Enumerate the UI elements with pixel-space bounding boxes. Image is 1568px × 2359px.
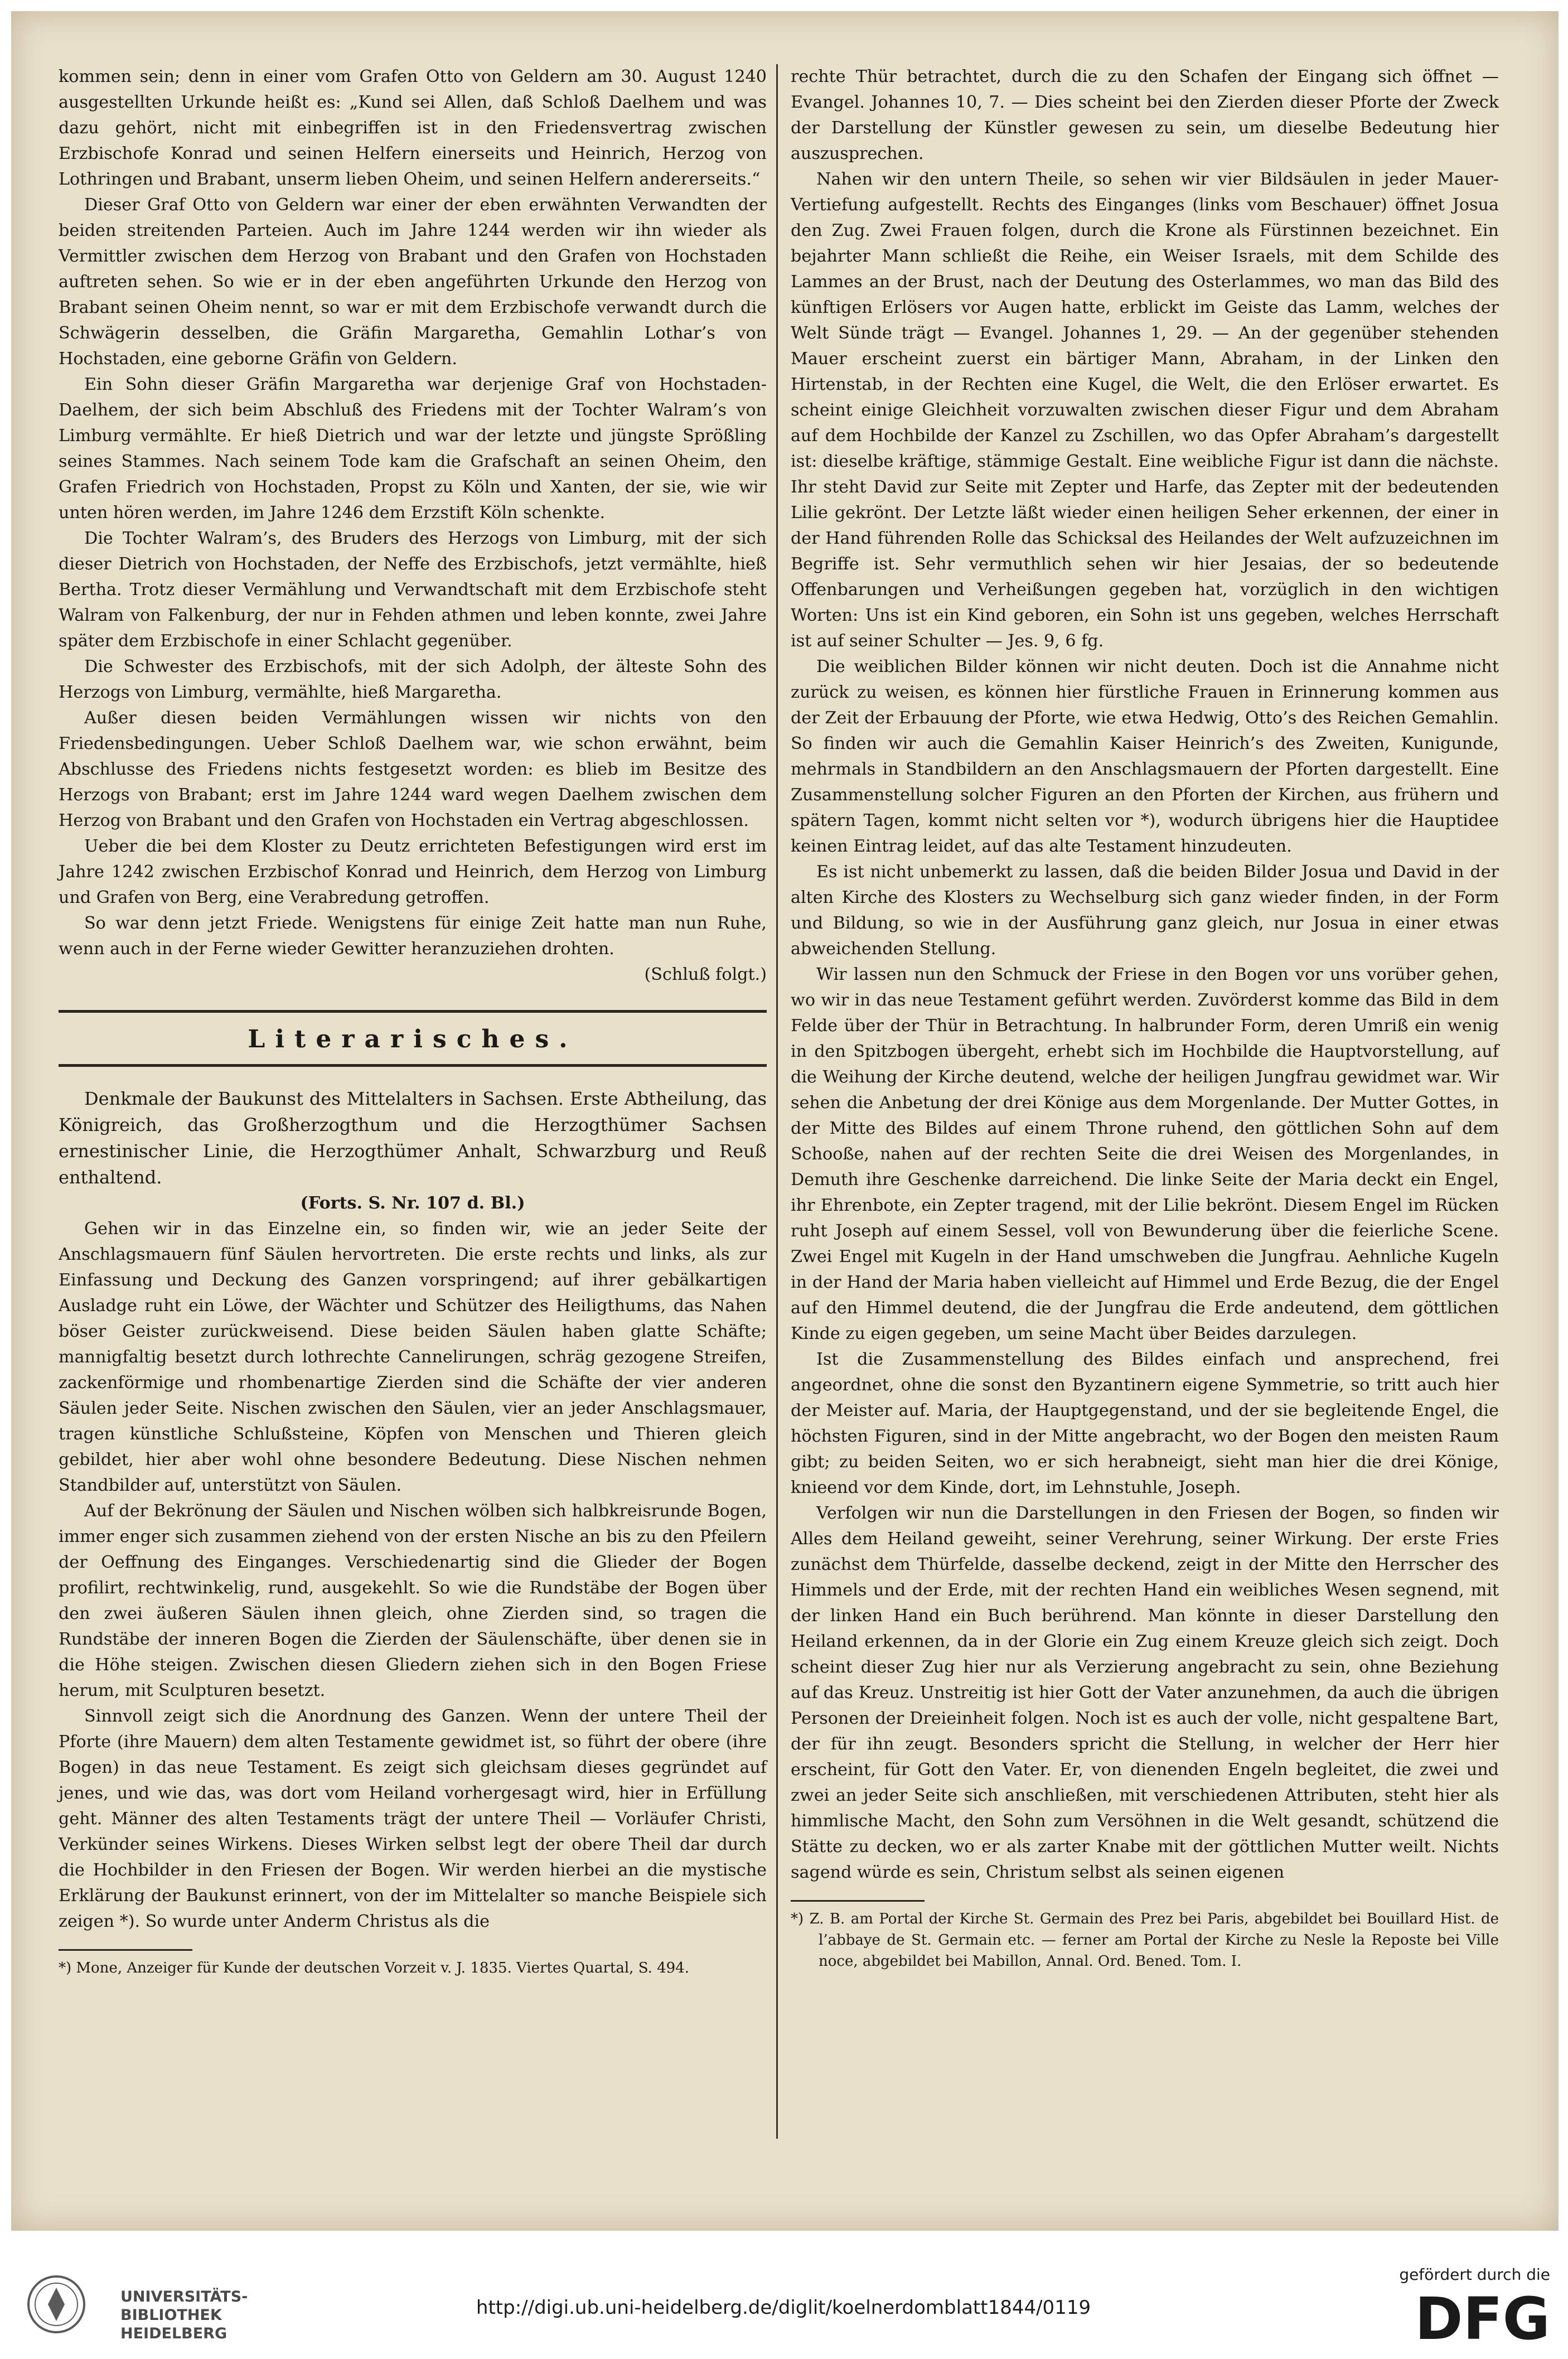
paragraph: Ist die Zusammenstellung des Bildes einfach und ansprechend, frei angeordnet, ohne die sonst den Byzantinern eigene Symmetrie, so tritt auch hier der Meister auf. Maria, der Hauptgegenstand, und der sie begleitende Engel, die höchsten Figuren, sind in der Mitte angebracht, wo der Bogen den meisten Raum gibt; zu beiden Seiten, wo er sich herabneigt, sieht man hier die drei Könige, knieend vor dem Kinde, dort, im Lehnstuhle, Joseph. xyxy=(791,1350,1499,1497)
permalink-url[interactable]: http://digi.ub.uni-heidelberg.de/diglit/koelnerdomblatt1844/0119 xyxy=(476,2297,1091,2319)
paragraph: Wir lassen nun den Schmuck der Friese in den Bogen vor uns vorüber gehen, wo wir in das neue Testament geführt werden. Zuvörderst komme das Bild in dem Felde über der Thür in Betrachtung. In halbrunder Form, deren Umriß ein wenig in den Spitzbogen übergeht, erhebt sich im Hochbilde die Hauptvorstellung, auf die Weihung der Kirche deutend, welche der heiligen Jungfrau gewidmet war. Wir sehen die Anbetung der drei Könige aus dem Morgenlande. Der Mutter Gottes, in der Mitte des Bildes auf einem Throne ruhend, den göttlichen Sohn auf dem Schooße, nahen auf der rechten Seite die drei Weisen des Morgenlandes, in Demuth ihre Geschenke darreichend. Die linke Seite der Maria deckt ein Engel, ihr Ehrenbote, ein Zepter tragend, mit der Lilie bekrönt. Diesem Engel im Rücken ruht Joseph auf einem Sessel, voll von Bewunderung über die feierliche Scene. Zwei Engel mit Kugeln in der Hand umschweben die Jungfrau. Aehnliche Kugeln in der Hand der Maria haben vielleicht auf Himmel und Erde Bezug, die der Engel auf den Himmel deutend, die der Jungfrau die Erde andeutend, dem göttlichen Kinde zu eigen gegeben, um seine Macht über Beides darzulegen. xyxy=(791,965,1499,1343)
paragraph: Ueber die bei dem Kloster zu Deutz errichteten Befestigungen wird erst im Jahre 1242 zwischen Erzbischof Konrad und Heinrich, dem Herzog von Limburg und Grafen von Berg, eine Verabredung getroffen. xyxy=(59,837,767,907)
left-column xyxy=(59,64,767,1979)
footnote-rule xyxy=(791,1900,925,1902)
paragraph: Sinnvoll zeigt sich die Anordnung des Ganzen. Wenn der untere Theil der Pforte (ihre Mauern) dem alten Testamente gewidmet ist, so führt der obere (ihre Bogen) in das neue Testament. Es zeigt sich gleichsam dieses gegründet auf jenes, und wie das, was dort vom Heiland vorhergesagt wird, hier in Erfüllung geht. Männer des alten Testaments trägt der untere Theil — Vorläufer Christi, Verkünder seines Wirkens. Dieses Wirken selbst legt der obere Theil dar durch die Hochbilder in den Friesen der Bogen. Wir werden hierbei an die mystische Erklärung der Baukunst erinnert, von der im Mittelalter so manche Beispiele sich zeigen *). So wurde unter Anderm Christus als die xyxy=(59,1707,767,1931)
logo-line-1: UNIVERSITÄTS- xyxy=(120,2288,248,2305)
book-title: Denkmale der Baukunst des Mittelalters in Sachsen. Erste Abtheilung, das Königreich, das Großherzogthum und die Herzogthümer Sachsen ernestinischer Linie, die Herzogthümer Anhalt, Schwarzburg und Reuß enthaltend. xyxy=(59,1088,767,1188)
footnote-rule xyxy=(59,1949,192,1951)
logo-line-2: BIBLIOTHEK xyxy=(120,2307,222,2324)
paragraph: Nahen wir den untern Theile, so sehen wir vier Bildsäulen in jeder Mauer-Vertiefung aufgestellt. Rechts des Einganges (links vom Beschauer) öffnet Josua den Zug. Zwei Frauen folgen, durch die Krone als Fürstinnen bezeichnet. Ein bejahrter Mann schließt die Reihe, ein Weiser Israels, mit dem Schilde des Lammes an der Brust, nach der Deutung des Osterlammes, wo man das Bild des künftigen Erlösers vor Augen hatte, erblickt im Geiste das Lamm, welches der Welt Sünde trägt — Evangel. Johannes 1, 29. — An der gegenüber stehenden Mauer erscheint zuerst ein bärtiger Mann, Abraham, in der Linken den Hirtenstab, in der Rechten eine Kugel, die Welt, die den Erlöser erwartet. Es scheint einige Gleichheit vorzuwalten zwischen dieser Figur und dem Abraham auf dem Hochbilde der Kanzel zu Zschillen, wo das Opfer Abraham’s dargestellt ist: dieselbe kräftige, stämmige Gestalt. Eine weibliche Figur ist dann die nächste. Ihr steht David zur Seite mit Zepter und Harfe, das Zepter mit der bedeutenden Lilie gekrönt. Der Letzte läßt wieder einen heiligen Seher erkennen, der einer in der Hand führenden Rolle das Schicksal des Heilandes der Welt aufzuzeichnen im Begriffe ist. Sehr vermuthlich sehen wir hier Jesaias, der so bedeutende Offenbarungen und Verheißungen gegeben hat, vorzüglich in den wichtigen Worten: Uns ist ein Kind geboren, ein Sohn ist uns gegeben, welches Herrschaft ist auf seiner Schulter — Jes. 9, 6 fg. xyxy=(791,170,1499,651)
newspaper-page xyxy=(11,11,1559,2231)
dfg-logo-text: DFG xyxy=(1415,2288,1550,2349)
paragraph: Auf der Bekrönung der Säulen und Nischen wölben sich halbkreisrunde Bogen, immer enger sich zusammen ziehend von der ersten Nische an bis zu den Pfeilern der Oeffnung des Einganges. Verschiedenartig sind die Glieder der Bogen profilirt, rechtwinkelig, rund, ausgekehlt. So wie die Rundstäbe der Bogen über den zwei äußeren Säulen ihnen gleich, ohne Zierden sind, so tragen die Rundstäbe der inneren Bogen die Zierden der Säulenschäfte, über denen sie in die Höhe steigen. Zwischen diesen Gliedern ziehen sich in den Bogen Friese herum, mit Sculpturen besetzt. xyxy=(59,1501,767,1700)
paragraph: Es ist nicht unbemerkt zu lassen, daß die beiden Bilder Josua und David in der alten Kirche des Klosters zu Wechselburg sich ganz wieder finden, in der Form und Bildung, so wie in der Ausführung ganz gleich, nur Josua in einer etwas abweichenden Stellung. xyxy=(791,862,1499,959)
right-column xyxy=(791,64,1499,1972)
column-divider xyxy=(776,64,778,2139)
paragraph: rechte Thür betrachtet, durch die zu den Schafen der Eingang sich öffnet — Evangel. Johannes 10, 7. — Dies scheint bei den Zierden dieser Pforte der Zweck der Darstellung der Künstler gewesen zu sein, um dieselbe Bedeutung hier auszusprechen. xyxy=(791,67,1499,163)
paragraph: Verfolgen wir nun die Darstellungen in den Friesen der Bogen, so finden wir Alles dem Heiland geweiht, seiner Verehrung, seiner Wirkung. Der erste Fries zunächst dem Thürfelde, dasselbe deckend, zeigt in der Mitte den Herrscher des Himmels und der Erde, mit der rechten Hand ein weibliches Wesen segnend, mit der linken Hand ein Buch berührend. Man könnte in dieser Darstellung den Heiland erkennen, da in der Glorie ein Zug einem Kreuze gleich sich zeigt. Doch scheint dieser Zug hier nur als Verzierung angebracht zu sein, ohne Beziehung auf das Kreuz. Unstreitig ist hier Gott der Vater anzunehmen, da auch die übrigen Personen der Dreieinheit folgen. Noch ist es auch der volle, nicht gespaltene Bart, der für ihn zeugt. Besonders spricht die Stellung, in welcher der Herr hier erscheint, für Gott den Vater. Er, von dienenden Engeln begleitet, die zwei und zwei an jeder Seite sich anschließen, mit verschiedenen Attributen, steht hier als himmlische Macht, den Sohn zum Versöhnen in die Welt gesandt, schützend die Stätte zu decken, wo er als zarter Knabe mit der göttlichen Mutter weilt. Nichts sagend würde es sein, Christum selbst als seinen eigenen xyxy=(791,1504,1499,1882)
logo-line-3: HEIDELBERG xyxy=(120,2325,228,2342)
footnote: *) Z. B. am Portal der Kirche St. Germain des Prez bei Paris, abgebildet bei Bouillard Hist. de l’abbaye de St. Germain etc. — ferner am Portal der Kirche zu Nesle la Reposte bei Ville noce, abgebildet bei Mabillon, Annal. Ord. Bened. Tom. I. xyxy=(791,1911,1499,1970)
paragraph: Dieser Graf Otto von Geldern war einer der eben erwähnten Verwandten der beiden streitenden Parteien. Auch im Jahre 1244 werden wir ihn wieder als Vermittler zwischen dem Herzog von Brabant und den Grafen von Hochstaden auftreten sehen. So wie er in der eben angeführten Urkunde den Herzog von Brabant seinen Oheim nennt, so war er mit dem Erzbischofe verwandt durch die Schwägerin desselben, die Gräfin Margaretha, Gemahlin Lothar’s von Hochstaden, eine geborne Gräfin von Geldern. xyxy=(59,195,767,369)
paragraph: Gehen wir in das Einzelne ein, so finden wir, wie an jeder Seite der Anschlagsmauern fünf Säulen hervortreten. Die erste rechts und links, als zur Einfassung und Deckung des Ganzen vorspringend; auf ihrer gebälkartigen Ausladge ruht ein Löwe, der Wächter und Schützer des Heiligthums, das Nahen böser Geister zurückweisend. Diese beiden Säulen haben glatte Schäfte; mannigfaltig besetzt durch lothrechte Cannelirungen, schräg gezogene Streifen, zackenförmige und rhombenartige Zierden sind die Schäfte der vier anderen Säulen jeder Seite. Nischen zwischen den Säulen, vier an jeder Anschlagsmauer, tragen künstliche Schlußsteine, Köpfen von Menschen und Thieren gleich gebildet, hier aber wohl ohne besondere Bedeutung. Diese Nischen nehmen Standbilder auf, unterstützt von Säulen. xyxy=(59,1219,767,1495)
schluss-note: (Schluß folgt.) xyxy=(644,965,767,984)
paragraph: Die Tochter Walram’s, des Bruders des Herzogs von Limburg, mit der sich dieser Dietrich von Hochstaden, der Neffe des Erzbischofs, jetzt vermählte, hieß Bertha. Trotz dieser Vermählung und Verwandtschaft mit dem Erzbischofe steht Walram von Falkenburg, der nur in Fehden athmen und leben konnte, zwei Jahre später dem Erzbischofe in einer Schlacht gegenüber. xyxy=(59,529,767,651)
section-heading: Literarisches. xyxy=(59,1010,767,1067)
paragraph: Ein Sohn dieser Gräfin Margaretha war derjenige Graf von Hochstaden-Daelhem, der sich beim Abschluß des Friedens mit der Tochter Walram’s von Limburg vermählte. Er hieß Dietrich und war der letzte und jüngste Sprößling seines Stammes. Nach seinem Tode kam die Grafschaft an seinen Oheim, den Grafen Friedrich von Hochstaden, Propst zu Köln und Xanten, der sie, wie wir unten hören werden, im Jahre 1246 dem Erzstift Köln schenkte. xyxy=(59,375,767,523)
paragraph: kommen sein; denn in einer vom Grafen Otto von Geldern am 30. August 1240 ausgestellten Urkunde heißt es: „Kund sei Allen, daß Schloß Daelhem und was dazu gehört, nicht mit einbegriffen ist in den Friedensvertrag zwischen Erzbischofe Konrad und seinen Helfern einerseits und Heinrich, Herzog von Lothringen und Brabant, unserm lieben Oheim, und seinen Helfern andererseits.“ xyxy=(59,67,767,189)
paragraph: Außer diesen beiden Vermählungen wissen wir nichts von den Friedensbedingungen. Ueber Schloß Daelhem war, wie schon erwähnt, beim Abschlusse des Friedens nichts festgesetzt worden: es blieb im Besitze des Herzogs von Brabant; erst im Jahre 1244 ward wegen Daelhem zwischen dem Herzog von Brabant und den Grafen von Hochstaden ein Vertrag abgeschlossen. xyxy=(59,708,767,830)
paragraph: Die Schwester des Erzbischofs, mit der sich Adolph, der älteste Sohn des Herzogs von Limburg, vermählte, hieß Margaretha. xyxy=(59,657,767,702)
funded-by-label: gefördert durch die xyxy=(1399,2265,1550,2284)
footnote: *) Mone, Anzeiger für Kunde der deutschen Vorzeit v. J. 1835. Viertes Quartal, S. 494. xyxy=(59,1960,690,1976)
paragraph: So war denn jetzt Friede. Wenigstens für einige Zeit hatte man nun Ruhe, wenn auch in der Ferne wieder Gewitter heranzuziehen drohten. xyxy=(59,913,767,959)
paragraph: Die weiblichen Bilder können wir nicht deuten. Doch ist die Annahme nicht zurück zu weisen, es können hier fürstliche Frauen in Erinnerung kommen aus der Zeit der Erbauung der Pforte, wie etwa Hedwig, Otto’s des Reichen Gemahlin. So finden wir auch die Gemahlin Kaiser Heinrich’s des Zweiten, Kunigunde, mehrmals in Standbildern an den Anschlagsmauern der Pforten dargestellt. Eine Zusammenstellung solcher Figuren an den Pforten der Kirchen, aus frühern und spätern Tagen, kommt nicht selten vor *), wodurch übrigens hier die Hauptidee keinen Eintrag leidet, auf das alte Testament hinzudeuten. xyxy=(791,657,1499,856)
continuation-note: (Forts. S. Nr. 107 d. Bl.) xyxy=(300,1193,525,1213)
dfg-logo[interactable] xyxy=(1361,2288,1550,2349)
seal-icon xyxy=(26,2265,87,2343)
university-library-logo[interactable] xyxy=(26,2265,248,2343)
viewer-footer xyxy=(0,2242,1568,2359)
